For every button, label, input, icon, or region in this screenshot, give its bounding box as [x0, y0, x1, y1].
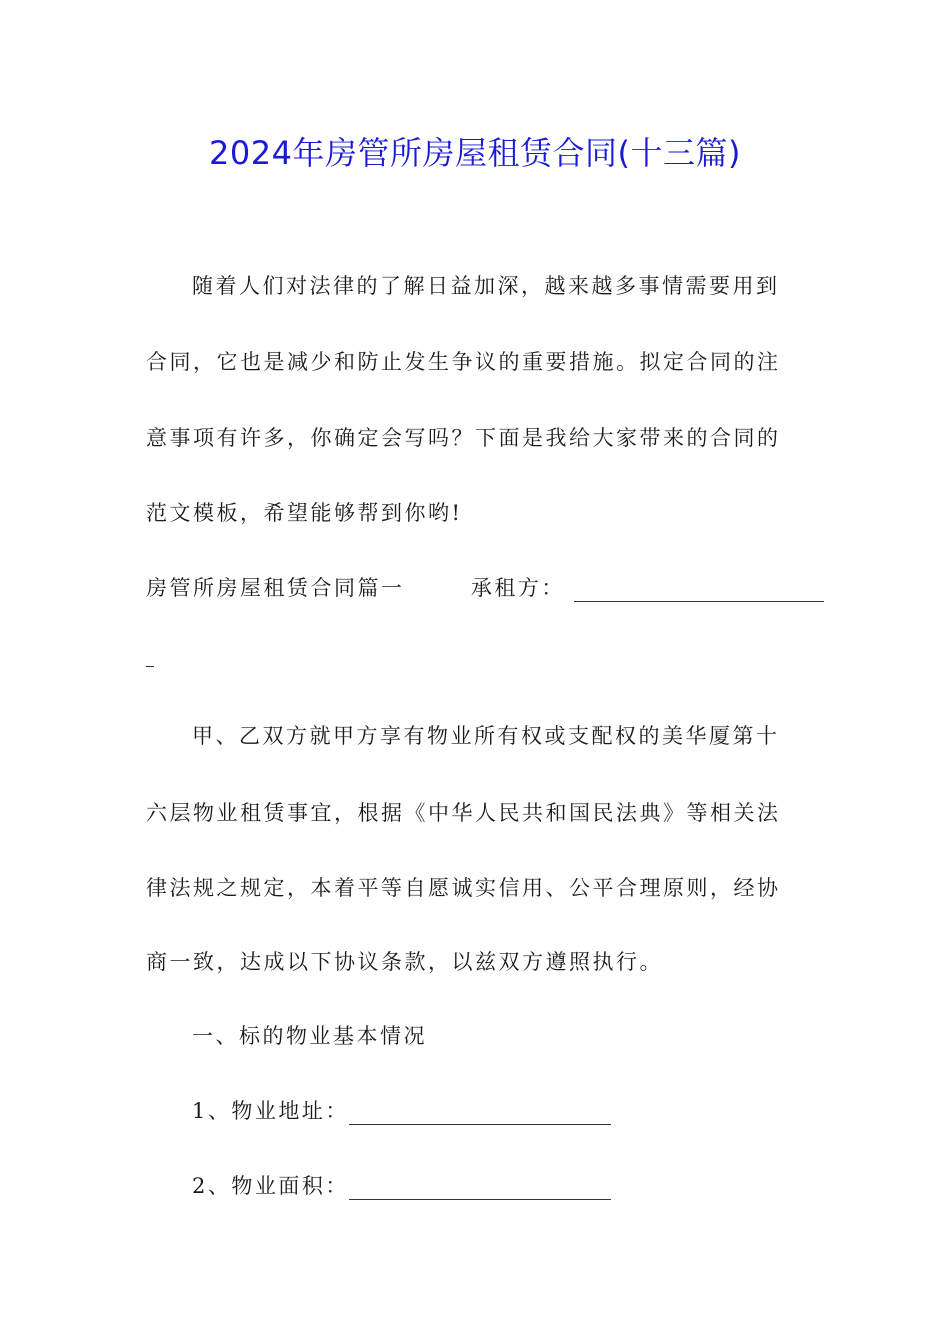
lessee-blank-continuation [146, 666, 154, 667]
section-heading-row [146, 572, 806, 602]
item-row-1 [192, 1095, 852, 1125]
item-blank [349, 1102, 611, 1125]
item-row-2 [192, 1170, 852, 1200]
item-label: 1、物业地址： [192, 1099, 349, 1123]
intro-line-2: 合同，它也是减少和防止发生争议的重要措施。拟定合同的注 [146, 350, 781, 374]
body-line-1: 甲、乙双方就甲方享有物业所有权或支配权的美华厦第十 [192, 724, 780, 748]
intro-line-4: 范文模板，希望能够帮到你哟! [146, 501, 463, 525]
document-title: 2024年房管所房屋租赁合同(十三篇) [209, 134, 741, 172]
lessee-blank [574, 579, 824, 602]
body-line-2: 六层物业租赁事宜，根据《中华人民共和国民法典》等相关法 [146, 801, 781, 825]
section-heading: 房管所房屋租赁合同篇一 [146, 576, 405, 600]
body-line-3: 律法规之规定，本着平等自愿诚实信用、公平合理原则，经协 [146, 876, 781, 900]
clause-heading: 一、标的物业基本情况 [192, 1024, 427, 1048]
item-blank [349, 1177, 611, 1200]
intro-line-1: 随着人们对法律的了解日益加深，越来越多事情需要用到 [192, 274, 780, 298]
item-label: 2、物业面积： [192, 1174, 349, 1198]
body-line-4: 商一致，达成以下协议条款，以兹双方遵照执行。 [146, 950, 663, 974]
lessee-label: 承租方： [470, 576, 565, 600]
intro-line-3: 意事项有许多，你确定会写吗？下面是我给大家带来的合同的 [146, 426, 781, 450]
